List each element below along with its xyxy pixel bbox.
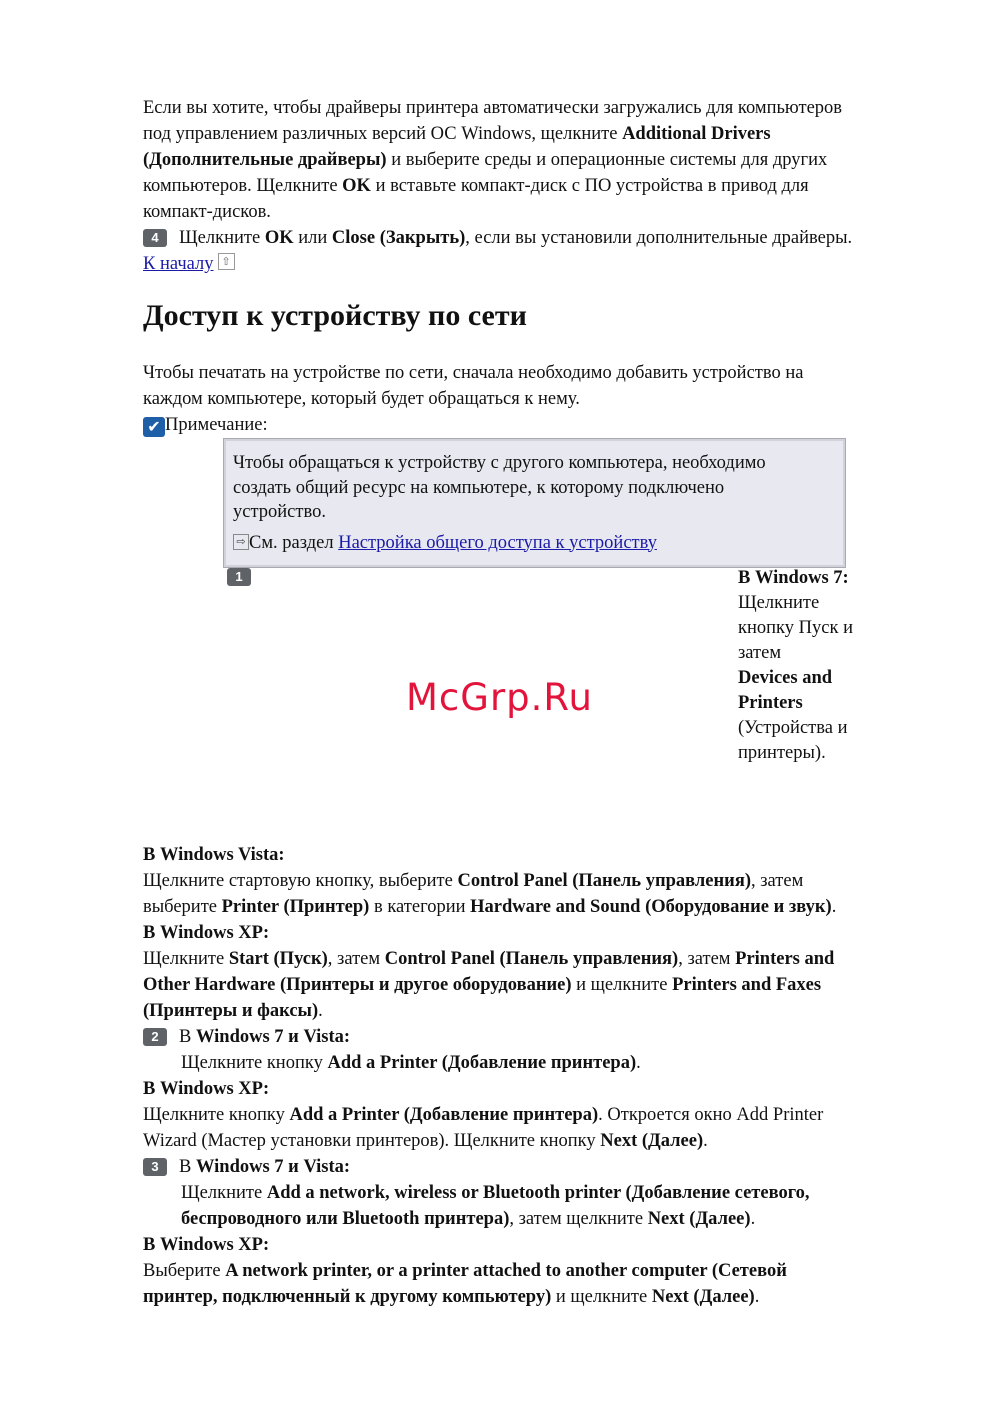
intro-line: под управлением различных версий ОС Windows, щелкните Additional Drivers [143,124,771,144]
intro-line: компьютеров. Щелкните OK и вставьте компакт-диск с ПО устройства в привод для [143,176,809,196]
intro-line: Если вы хотите, чтобы драйверы принтера автоматически загружались для компьютеров [143,98,843,118]
xp-line: (Принтеры и факсы). [143,1001,323,1021]
xp-heading: В Windows XP: [143,1235,270,1255]
step1-win7 [738,566,858,766]
section-intro-line: каждом компьютере, который будет обращаться к нему. [143,389,580,409]
note-label-row [143,412,913,438]
step-number-icon: 1 [227,568,251,586]
xp-line: Щелкните кнопку Add a Printer (Добавление принтера). Откроется окно Add Printer [143,1105,824,1125]
checkmark-icon: ✔ [143,417,165,437]
xp-heading: В Windows XP: [143,1079,270,1099]
intro-paragraph [143,95,913,277]
step2-line: Щелкните кнопку Add a Printer (Добавление принтера). [181,1053,641,1073]
arrow-up-icon[interactable]: ⇧ [218,253,235,270]
sharing-setup-link[interactable]: Настройка общего доступа к устройству [338,532,657,553]
win7-heading: В Windows 7: [738,568,849,588]
section-title: Доступ к устройству по сети [143,299,527,332]
xp-line: Выберите A network printer, or a printer attached to another computer (Сетевой [143,1261,787,1281]
xp-line: Wizard (Мастер установки принтеров). Щелкните кнопку Next (Далее). [143,1131,708,1151]
watermark: McGrp.Ru [406,676,593,719]
note-box [223,438,846,568]
vista-heading: В Windows Vista: [143,845,285,865]
vista-line: Щелкните стартовую кнопку, выберите Control Panel (Панель управления), затем [143,871,804,891]
back-to-top [143,251,913,277]
step-number-icon: 3 [143,1158,167,1176]
step-3: 3 В Windows 7 и Vista: [143,1154,913,1180]
xp-line: Other Hardware (Принтеры и другое оборудование) и щелкните Printers and Faxes [143,975,822,995]
xp-line: принтер, подключенный к другому компьютеру) и щелкните Next (Далее). [143,1287,760,1307]
note-see-row [233,531,845,555]
back-to-top-link[interactable]: К началу [143,254,214,274]
note-line: устройство. [233,502,326,522]
arrow-right-icon: ⇨ [233,534,249,550]
win7-text: Щелкните кнопку Пуск и затем [738,593,853,663]
step-number-icon: 4 [143,229,167,247]
note-line: Чтобы обращаться к устройству с другого компьютера, необходимо [233,453,766,473]
step3-line: Щелкните Add a network, wireless or Bluetooth printer (Добавление сетевого, [181,1183,810,1203]
note-see-prefix: См. раздел [249,532,339,553]
step-number-icon: 2 [143,1028,167,1046]
section-intro [143,360,913,438]
xp-line: Щелкните Start (Пуск), затем Control Panel (Панель управления), затем Printers and [143,949,835,969]
intro-line: компакт-дисков. [143,202,271,222]
step3-line: беспроводного или Bluetooth принтера), затем щелкните Next (Далее). [181,1209,756,1229]
win7-devices: Devices and Printers [738,668,833,713]
vista-line: выберите Printer (Принтер) в категории Hardware and Sound (Оборудование и звук). [143,897,837,917]
step-2: 2 В Windows 7 и Vista: [143,1024,913,1050]
step1-rest [143,842,913,1310]
section-intro-line: Чтобы печатать на устройстве по сети, сначала необходимо добавить устройство на [143,363,804,383]
win7-text: (Устройства и принтеры). [738,718,848,763]
note-line: создать общий ресурс на компьютере, к которому подключено [233,477,725,498]
xp-heading: В Windows XP: [143,923,270,943]
step-4: 4 Щелкните OK или Close (Закрыть), если вы установили дополнительные драйверы. [143,225,913,251]
intro-line: (Дополнительные драйверы) и выберите среды и операционные системы для других [143,150,828,170]
note-label: Примечание: [165,415,268,435]
